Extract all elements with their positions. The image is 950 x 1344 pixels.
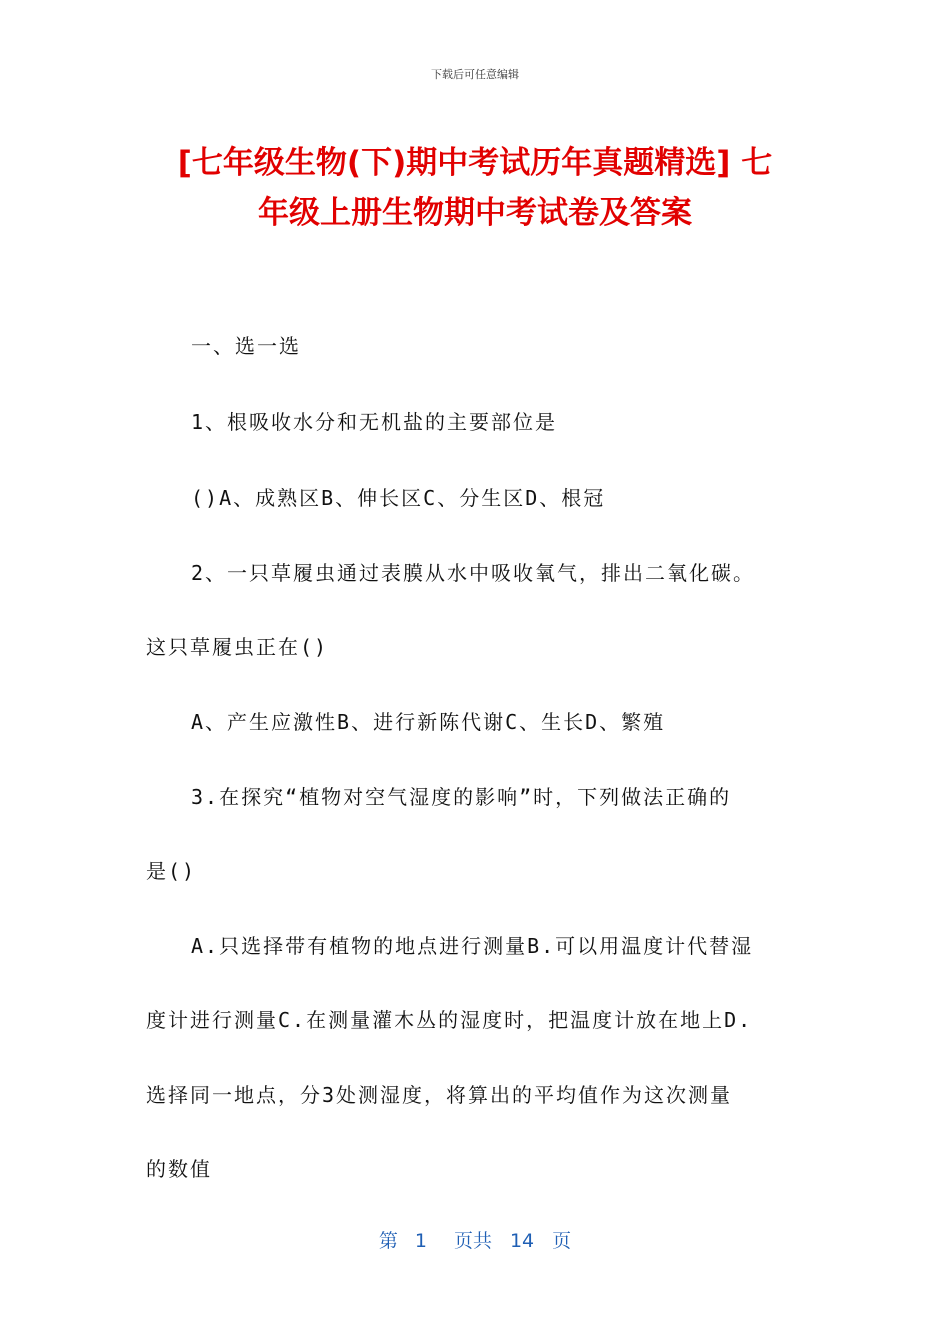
question-3: 3.在探究“植物对空气湿度的影响”时，下列做法正确的 xyxy=(191,785,732,809)
question-1: 1、根吸收水分和无机盐的主要部位是 xyxy=(191,410,558,434)
title-line-1: [七年级生物(下)期中考试历年真题精选] 七 xyxy=(177,145,773,181)
question-1-options: ()A、成熟区B、伸长区C、分生区D、根冠 xyxy=(191,486,606,510)
question-2-options: A、产生应激性B、进行新陈代谢C、生长D、繁殖 xyxy=(191,710,666,734)
question-2: 2、一只草履虫通过表膜从水中吸收氧气，排出二氧化碳。 xyxy=(191,561,756,585)
document-title xyxy=(120,138,830,238)
section-heading: 一、选一选 xyxy=(191,334,301,358)
header-note: 下载后可任意编辑 xyxy=(431,68,519,81)
footer-page-number: 1 xyxy=(414,1230,427,1252)
question-3-options-continued-3: 的数值 xyxy=(146,1157,212,1181)
footer-suffix: 页 xyxy=(552,1230,572,1252)
question-2-continued: 这只草履虫正在() xyxy=(146,635,329,659)
page-footer xyxy=(0,1226,950,1253)
question-3-options-continued: 度计进行测量C.在测量灌木丛的湿度时，把温度计放在地上D. xyxy=(146,1008,753,1032)
question-3-options-continued-2: 选择同一地点，分3处测湿度，将算出的平均值作为这次测量 xyxy=(146,1083,733,1107)
question-3-options: A.只选择带有植物的地点进行测量B.可以用温度计代替湿 xyxy=(191,934,754,958)
question-3-continued: 是() xyxy=(146,859,197,883)
title-line-2: 年级上册生物期中考试卷及答案 xyxy=(258,195,692,231)
footer-middle: 页共 xyxy=(453,1230,492,1252)
footer-total-pages: 14 xyxy=(509,1230,535,1252)
footer-prefix: 第 xyxy=(378,1230,398,1252)
